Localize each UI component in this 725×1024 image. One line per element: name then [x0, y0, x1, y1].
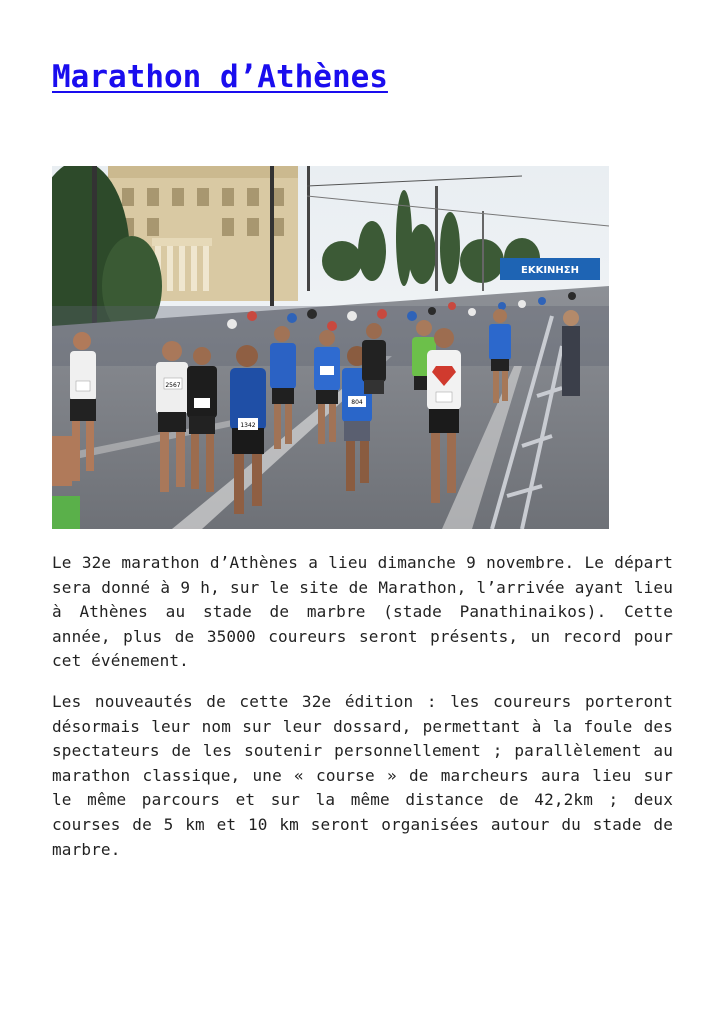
- article-paragraph: Le 32e marathon d’Athènes a lieu dimanche 9 novembre. Le départ sera donné à 9 h, sur le site de Marathon, l’arrivée ayant lieu à Athènes au stade de marbre (stade Panathinaikos). Cette année, plus de 35000 coureurs seront présents, un record pour cet événement.: [52, 553, 673, 671]
- bib-number: 1342: [240, 422, 256, 429]
- article-paragraph: Les nouveautés de cette 32e édition : les coureurs porteront désormais leur nom sur leur dossard, permettant à la foule des spectateurs de les soutenir personnellement ; parallèlement au marathon classique, une « course » de marcheurs aura lieu sur le même parcours et sur la même distance de 42,2km ; deux courses de 5 km et 10 km seront organisées autour du stade de marbre.: [52, 692, 673, 859]
- bib-number: 804: [351, 399, 363, 406]
- marathon-photo: [52, 166, 609, 529]
- article-title[interactable]: Marathon d’Athènes: [52, 59, 388, 95]
- bib-number: 2567: [165, 382, 181, 389]
- start-banner-text: ΕΚΚΙΝΗΣΗ: [521, 265, 579, 276]
